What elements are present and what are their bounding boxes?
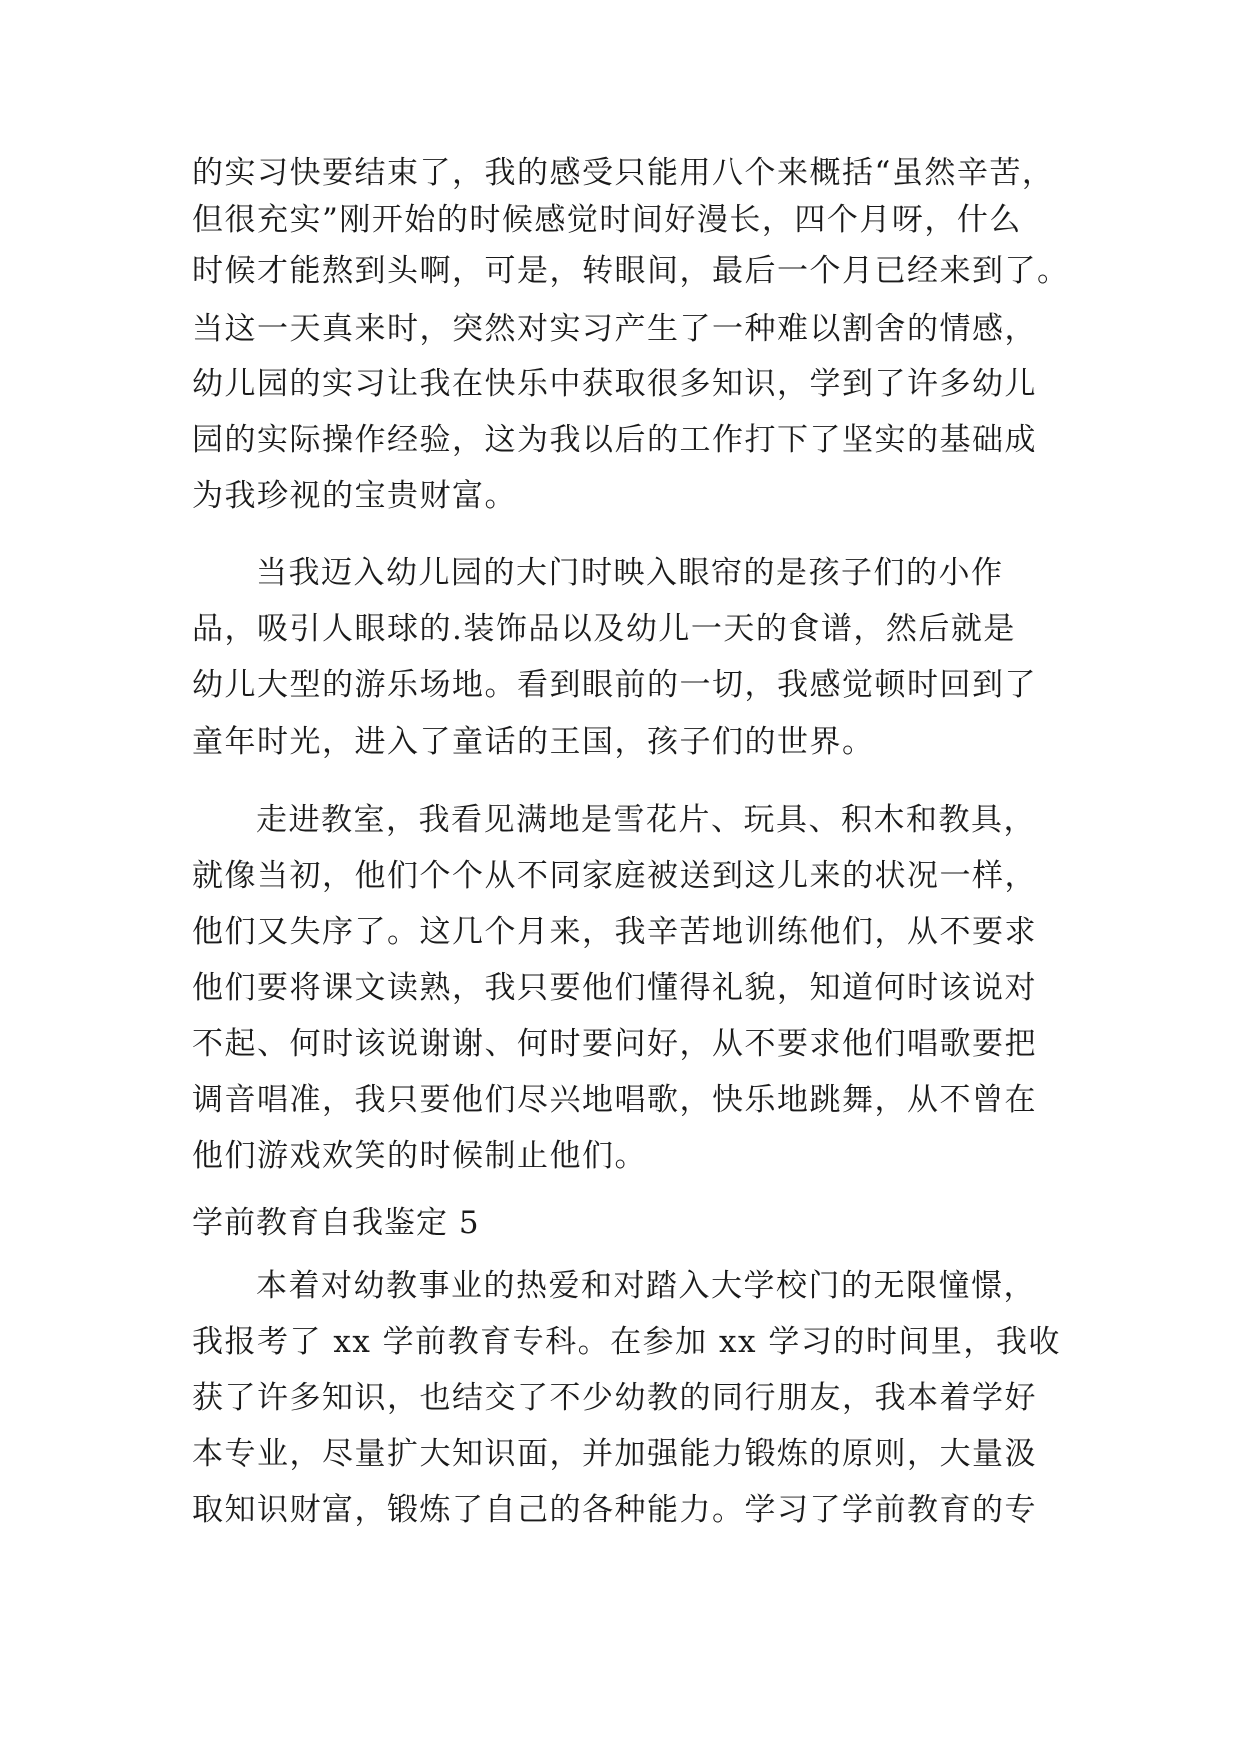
body-text-line: 我报考了 xx 学前教育专科。在参加 xx 学习的时间里，我收: [192, 1324, 1061, 1360]
body-text-line: 不起、何时该说谢谢、何时要问好，从不要求他们唱歌要把: [192, 1026, 1037, 1062]
body-text-line: 当这一天真来时，突然对实习产生了一种难以割舍的情感，: [192, 311, 1037, 347]
body-text-line: 为我珍视的宝贵财富。: [192, 478, 517, 514]
body-text-line: 他们又失序了。这几个月来，我辛苦地训练他们，从不要求: [192, 914, 1037, 950]
body-text-line: 但很充实”刚开始的时候感觉时间好漫长，四个月呀，什么: [192, 202, 1022, 238]
body-text-line: 就像当初，他们个个从不同家庭被送到这儿来的状况一样，: [192, 858, 1037, 894]
body-text-line: 的实习快要结束了，我的感受只能用八个来概括“虽然辛苦，: [192, 155, 1055, 191]
body-text-line: 获了许多知识，也结交了不少幼教的同行朋友，我本着学好: [192, 1380, 1037, 1416]
body-text-line: 当我迈入幼儿园的大门时映入眼帘的是孩子们的小作: [256, 555, 1004, 591]
body-text-line: 幼儿园的实习让我在快乐中获取很多知识，学到了许多幼儿: [192, 366, 1037, 402]
body-text-line: 走进教室，我看见满地是雪花片、玩具、积木和教具，: [256, 802, 1036, 838]
body-text-line: 园的实际操作经验，这为我以后的工作打下了坚实的基础成: [192, 422, 1037, 458]
body-text-line: 时候才能熬到头啊，可是，转眼间，最后一个月已经来到了。: [192, 253, 1070, 289]
body-text-line: 他们游戏欢笑的时候制止他们。: [192, 1138, 647, 1174]
body-text-line: 他们要将课文读熟，我只要他们懂得礼貌，知道何时该说对: [192, 970, 1037, 1006]
body-text-line: 品，吸引人眼球的.装饰品以及幼儿一天的食谱，然后就是: [192, 611, 1016, 647]
body-text-line: 本着对幼教事业的热爱和对踏入大学校门的无限憧憬，: [256, 1268, 1036, 1304]
body-text-line: 幼儿大型的游乐场地。看到眼前的一切，我感觉顿时回到了: [192, 667, 1037, 703]
body-text-line: 调音唱准，我只要他们尽兴地唱歌，快乐地跳舞，从不曾在: [192, 1082, 1037, 1118]
body-text-line: 童年时光，进入了童话的王国，孩子们的世界。: [192, 724, 875, 760]
body-text-line: 本专业，尽量扩大知识面，并加强能力锻炼的原则，大量汲: [192, 1436, 1037, 1472]
body-text-line: 取知识财富，锻炼了自己的各种能力。学习了学前教育的专: [192, 1492, 1037, 1528]
section-heading: 学前教育自我鉴定 5: [192, 1205, 480, 1241]
